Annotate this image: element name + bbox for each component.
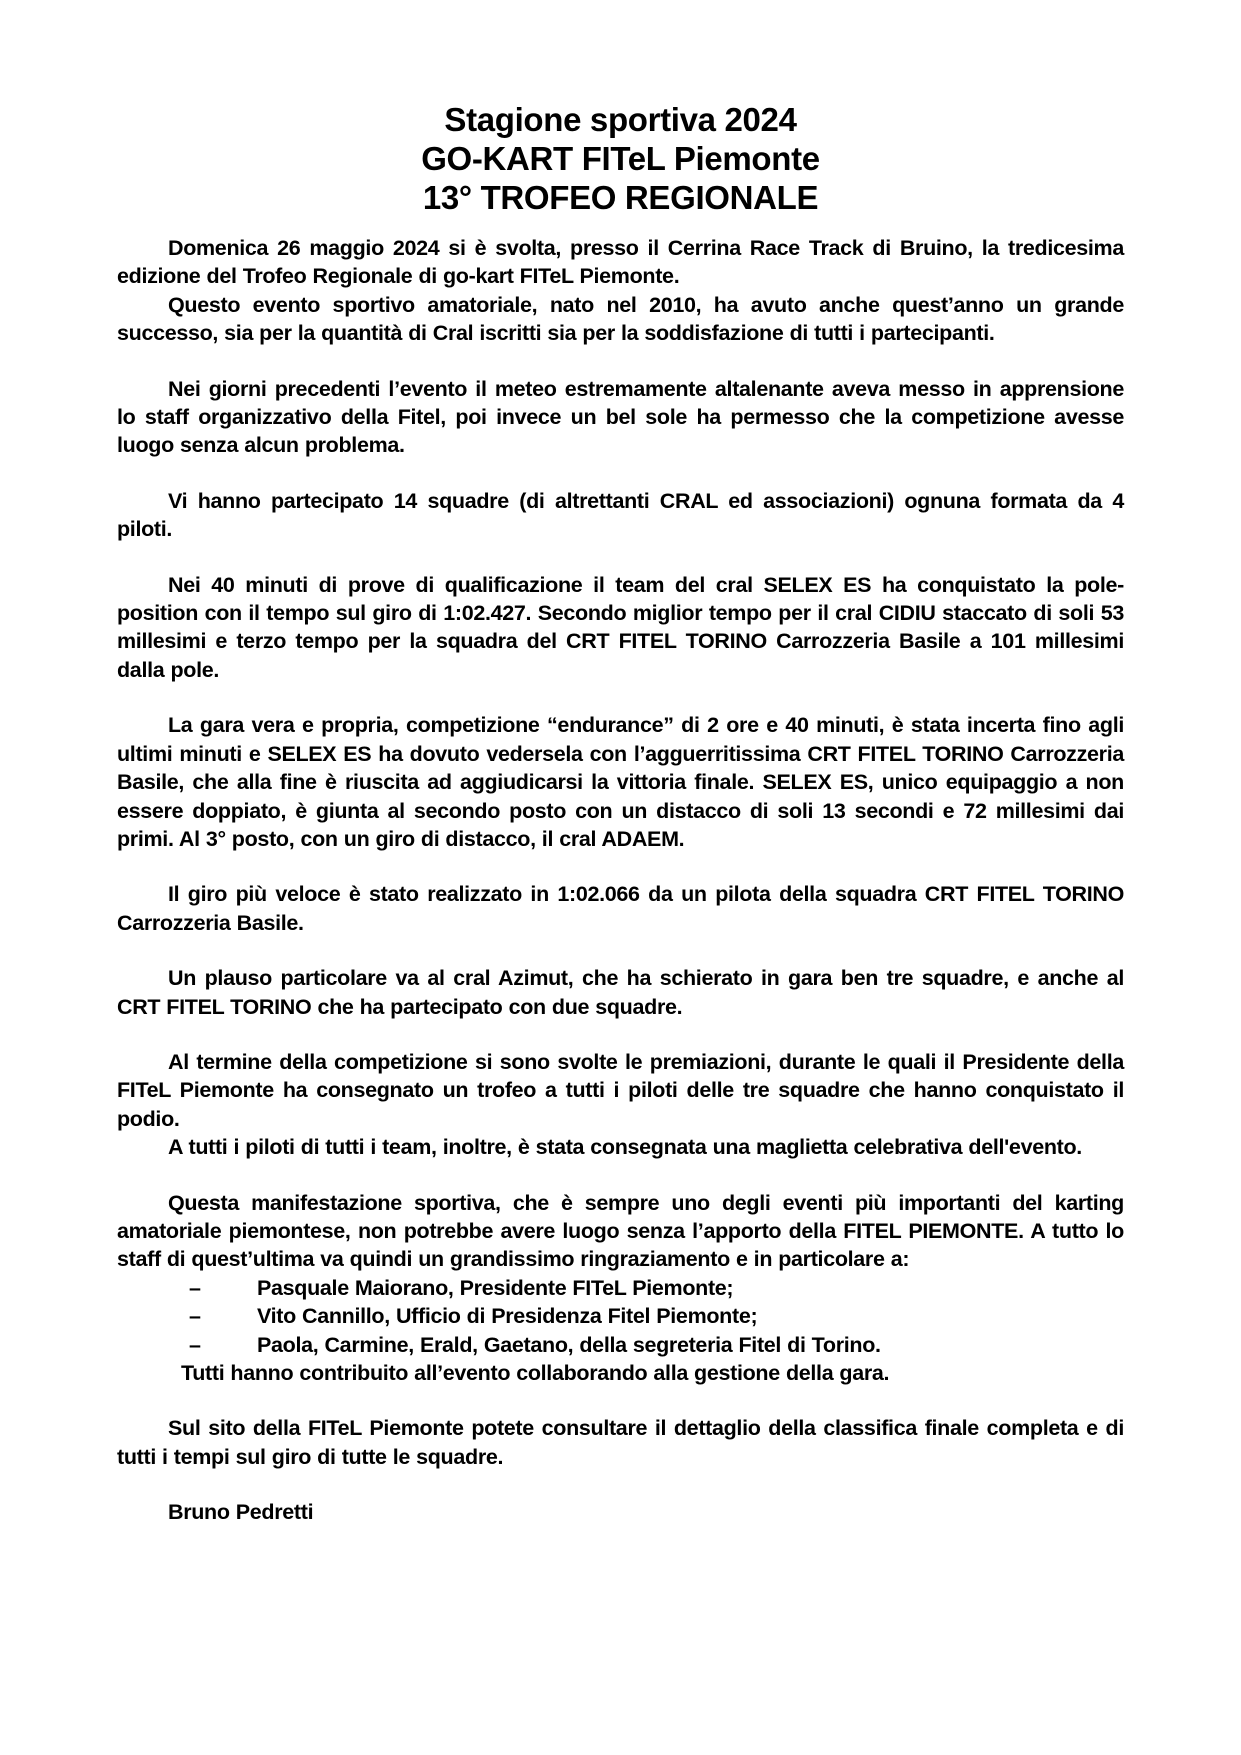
paragraph-weather: Nei giorni precedenti l’evento il meteo estremamente altalenante aveva messo in apprensione lo staff organizzativo della Fitel, poi invece un bel sole ha permesso che la competizione avesse luogo senza alcun problema. <box>117 376 1124 458</box>
list-item-text: Paola, Carmine, Erald, Gaetano, della segreteria Fitel di Torino. <box>257 1332 881 1357</box>
paragraph-awards: Al termine della competizione si sono svolte le premiazioni, durante le quali il Presidente della FITeL Piemonte ha consegnato un trofeo a tutti i piloti delle tre squadre che hanno conquistato il podio. <box>117 1049 1124 1131</box>
title-line-season: Stagione sportiva 2024 <box>444 101 797 138</box>
paragraph-website: Sul sito della FITeL Piemonte potete consultare il dettaglio della classifica finale completa e di tutti i tempi sul giro di tutte le squadre. <box>117 1416 1124 1469</box>
list-dash-marker: – <box>189 1275 201 1300</box>
document-body <box>117 234 1124 1527</box>
thanks-list <box>117 1274 1124 1359</box>
list-item <box>117 1331 1124 1359</box>
paragraph-date-intro: Domenica 26 maggio 2024 si è svolta, presso il Cerrina Race Track di Bruino, la tredicesima edizione del Trofeo Regionale di go-kart FITeL Piemonte. <box>117 236 1124 289</box>
list-item <box>117 1302 1124 1330</box>
paragraph-thanks-outro: Tutti hanno contribuito all’evento collaborando alla gestione della gara. <box>181 1361 890 1385</box>
paragraph-tshirt: A tutti i piloti di tutti i team, inoltre, è stata consegnata una maglietta celebrativa dell'evento. <box>168 1135 1082 1160</box>
paragraph-thanks-intro: Questa manifestazione sportiva, che è sempre uno degli eventi più importanti del karting amatoriale piemontese, non potrebbe avere luogo senza l’apporto della FITEL PIEMONTE. A tutto lo staff di quest’ultima va quindi un grandissimo ringraziamento e in particolare a: <box>117 1190 1124 1272</box>
title-line-event: GO-KART FITeL Piemonte <box>421 140 820 177</box>
list-dash-marker: – <box>189 1304 201 1329</box>
paragraph-race-report: La gara vera e propria, competizione “endurance” di 2 ore e 40 minuti, è stata incerta fino agli ultimi minuti e SELEX ES ha dovuto vedersela con l’agguerritissima CRT FITEL TORINO Carrozzeria Basile, che alla fine è riuscita ad aggiudicarsi la vittoria finale. SELEX ES, unico equipaggio a non essere doppiato, è giunta al secondo posto con un distacco di soli 13 secondi e 72 millesimi dai primi. Al 3° posto, con un giro di distacco, il cral ADAEM. <box>117 713 1124 851</box>
list-item-text: Vito Cannillo, Ufficio di Presidenza Fitel Piemonte; <box>257 1304 758 1329</box>
title-line-trophy: 13° TROFEO REGIONALE <box>422 179 819 216</box>
signature: Bruno Pedretti <box>168 1500 314 1525</box>
list-item-text: Pasquale Maiorano, Presidente FITeL Piemonte; <box>257 1275 734 1300</box>
paragraph-qualifying: Nei 40 minuti di prove di qualificazione il team del cral SELEX ES ha conquistato la pole-position con il tempo sul giro di 1:02.427. Secondo miglior tempo per il cral CIDIU staccato di soli 53 millesimi e terzo tempo per la squadra del CRT FITEL TORINO Carrozzeria Basile a 101 millesimi dalla pole. <box>117 572 1124 682</box>
list-dash-marker: – <box>189 1332 201 1357</box>
paragraph-special-mention: Un plauso particolare va al cral Azimut, che ha schierato in gara ben tre squadre, e anche al CRT FITEL TORINO che ha partecipato con due squadre. <box>117 966 1124 1019</box>
document-title-block <box>117 100 1124 217</box>
paragraph-fastest-lap: Il giro più veloce è stato realizzato in 1:02.066 da un pilota della squadra CRT FITEL TORINO Carrozzeria Basile. <box>117 882 1124 935</box>
list-item <box>117 1274 1124 1302</box>
paragraph-participants: Vi hanno partecipato 14 squadre (di altrettanti CRAL ed associazioni) ognuna formata da 4 piloti. <box>117 488 1124 542</box>
paragraph-event-history: Questo evento sportivo amatoriale, nato nel 2010, ha avuto anche quest’anno un grande successo, sia per la quantità di Cral iscritti sia per la soddisfazione di tutti i partecipanti. <box>117 292 1124 346</box>
